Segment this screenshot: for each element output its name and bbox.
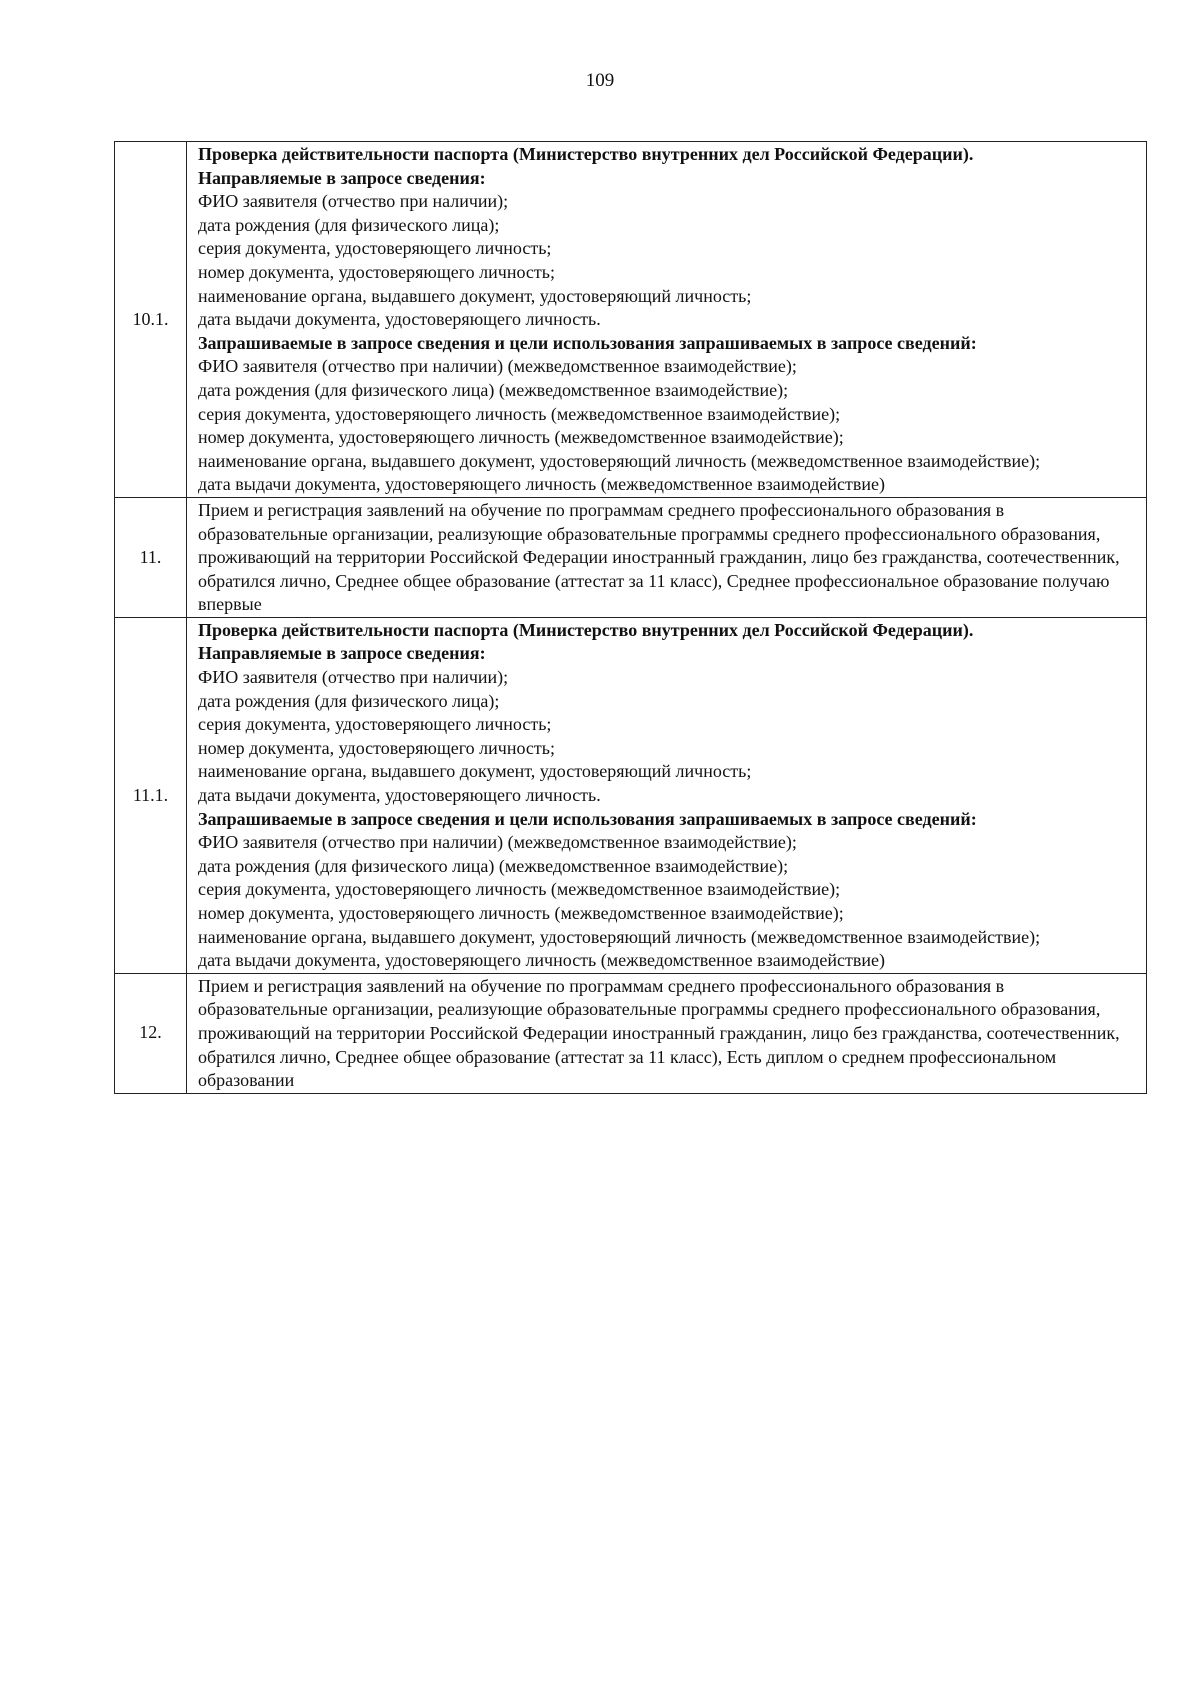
content-line: наименование органа, выдавшего документ, удостоверяющий личность (межведомственное взаимодействие);	[198, 926, 1041, 947]
row-number: 11.	[115, 497, 187, 617]
table-body	[115, 142, 1147, 1094]
row-number: 12.	[115, 973, 187, 1093]
section-heading: Проверка действительности паспорта (Министерство внутренних дел Российской Федерации).	[198, 619, 974, 640]
row-number: 11.1.	[115, 617, 187, 973]
content-line: дата выдачи документа, удостоверяющего личность (межведомственное взаимодействие)	[198, 474, 885, 495]
table-row	[115, 142, 1147, 498]
content-line: ФИО заявителя (отчество при наличии) (межведомственное взаимодействие);	[198, 356, 797, 377]
table-row	[115, 617, 1147, 973]
content-line: номер документа, удостоверяющего личность;	[198, 261, 555, 282]
services-table	[114, 141, 1147, 1094]
section-heading: Направляемые в запросе сведения:	[198, 167, 486, 188]
content-line: Прием и регистрация заявлений на обучение по программам среднего профессионального образования в образовательные организации, реализующие образовательные программы среднего профессионального образования, проживающий на территории Российской Федерации иностранный гражданин, лицо без гражданства, соотечественник, обратился лично, Среднее общее образование (аттестат за 11 класс), Есть диплом о среднем профессиональном образовании	[198, 975, 1120, 1091]
table-row	[115, 973, 1147, 1093]
page-number: 109	[585, 70, 615, 91]
content-line: дата рождения (для физического лица);	[198, 690, 500, 711]
content-line: дата выдачи документа, удостоверяющего личность (межведомственное взаимодействие)	[198, 950, 885, 971]
row-content	[187, 142, 1147, 498]
content-line: наименование органа, выдавшего документ, удостоверяющий личность;	[198, 761, 752, 782]
content-line: дата рождения (для физического лица) (межведомственное взаимодействие);	[198, 379, 789, 400]
row-content	[187, 497, 1147, 617]
content-line: серия документа, удостоверяющего личность (межведомственное взаимодействие);	[198, 879, 841, 900]
content-line: дата рождения (для физического лица);	[198, 214, 500, 235]
content-line: серия документа, удостоверяющего личность (межведомственное взаимодействие);	[198, 403, 841, 424]
section-heading: Запрашиваемые в запросе сведения и цели использования запрашиваемых в запросе сведений:	[198, 808, 977, 829]
content-line: номер документа, удостоверяющего личность (межведомственное взаимодействие);	[198, 427, 844, 448]
section-heading: Запрашиваемые в запросе сведения и цели использования запрашиваемых в запросе сведений:	[198, 332, 977, 353]
content-line: дата выдачи документа, удостоверяющего личность.	[198, 309, 601, 330]
content-line: наименование органа, выдавшего документ, удостоверяющий личность;	[198, 285, 752, 306]
content-line: серия документа, удостоверяющего личность;	[198, 238, 552, 259]
row-content	[187, 617, 1147, 973]
row-number: 10.1.	[115, 142, 187, 498]
content-line: номер документа, удостоверяющего личность (межведомственное взаимодействие);	[198, 903, 844, 923]
content-line: ФИО заявителя (отчество при наличии);	[198, 667, 509, 688]
content-line: ФИО заявителя (отчество при наличии) (межведомственное взаимодействие);	[198, 832, 797, 853]
section-heading: Проверка действительности паспорта (Министерство внутренних дел Российской Федерации).	[198, 144, 974, 164]
content-line: номер документа, удостоверяющего личность;	[198, 737, 555, 758]
content-line: серия документа, удостоверяющего личность;	[198, 714, 552, 735]
section-heading: Направляемые в запросе сведения:	[198, 643, 486, 664]
content-line: Прием и регистрация заявлений на обучение по программам среднего профессионального образования в образовательные организации, реализующие образовательные программы среднего профессионального образования, проживающий на территории Российской Федерации иностранный гражданин, лицо без гражданства, соотечественник, обратился лично, Среднее общее образование (аттестат за 11 класс), Среднее профессиональное образование получаю впервые	[198, 499, 1120, 615]
content-line: дата выдачи документа, удостоверяющего личность.	[198, 785, 601, 806]
content-line: ФИО заявителя (отчество при наличии);	[198, 191, 509, 212]
table-row	[115, 497, 1147, 617]
row-content	[187, 973, 1147, 1093]
content-line: наименование органа, выдавшего документ, удостоверяющий личность (межведомственное взаимодействие);	[198, 450, 1041, 471]
content-line: дата рождения (для физического лица) (межведомственное взаимодействие);	[198, 855, 789, 876]
